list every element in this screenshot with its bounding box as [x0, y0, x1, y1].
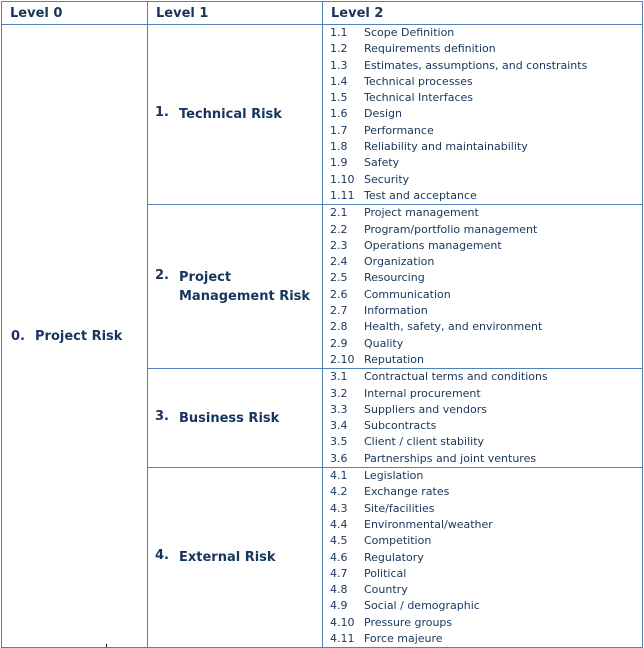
- list-item-label: Contractual terms and conditions: [364, 370, 548, 384]
- level-1-heading: [148, 548, 322, 567]
- list-item-number: 2.9: [330, 336, 348, 350]
- list-item: [330, 451, 642, 467]
- list-item-number: 4.8: [330, 583, 348, 597]
- header-row: [2, 2, 643, 25]
- list-item: [330, 139, 642, 155]
- list-item-label: Security: [364, 172, 410, 186]
- risk-breakdown-table: [1, 1, 643, 648]
- list-item-label: Site/facilities: [364, 501, 435, 515]
- list-item: [330, 303, 642, 319]
- list-item: [330, 501, 642, 517]
- list-item-number: 2.6: [330, 287, 348, 301]
- list-item-label: Legislation: [364, 469, 424, 483]
- list-item-label: Resourcing: [364, 271, 425, 285]
- list-item-number: 4.3: [330, 501, 348, 515]
- list-item: [330, 468, 642, 484]
- list-item-label: Internal procurement: [364, 386, 481, 400]
- list-item-number: 4.1: [330, 469, 348, 483]
- list-item: [330, 238, 642, 254]
- list-item-number: 1.6: [330, 107, 348, 121]
- list-item: [330, 434, 642, 450]
- level-0-number: 0.: [11, 328, 25, 344]
- list-item-number: 4.7: [330, 566, 348, 580]
- list-item: [330, 598, 642, 614]
- list-item-label: Force majeure: [364, 631, 443, 645]
- list-item-number: 3.6: [330, 451, 348, 465]
- list-item: [330, 123, 642, 139]
- list-item-number: 1.3: [330, 58, 348, 72]
- list-item: [330, 254, 642, 270]
- list-item-number: 2.4: [330, 255, 348, 269]
- level-1-number: 3.: [155, 408, 169, 424]
- list-item: [330, 550, 642, 566]
- list-item-label: Health, safety, and environment: [364, 320, 543, 334]
- list-item-number: 4.2: [330, 485, 348, 499]
- list-item-label: Quality: [364, 336, 404, 350]
- list-item: [330, 222, 642, 238]
- list-item: [330, 172, 642, 188]
- list-item-number: 4.5: [330, 534, 348, 548]
- list-item: [330, 205, 642, 221]
- level-1-label: Project Management Risk: [179, 269, 311, 304]
- list-item-number: 1.11: [330, 188, 355, 202]
- level-1-label: Business Risk: [179, 410, 280, 426]
- list-item: [330, 517, 642, 533]
- list-item-label: Pressure groups: [364, 615, 453, 629]
- list-item-number: 3.2: [330, 386, 348, 400]
- level-0-cell: [2, 25, 148, 648]
- list-item-number: 3.4: [330, 419, 348, 433]
- list-item: [330, 319, 642, 335]
- list-item-label: Reputation: [364, 352, 424, 366]
- list-item-label: Program/portfolio management: [364, 222, 538, 236]
- list-item: [330, 418, 642, 434]
- list-item-number: 4.10: [330, 615, 355, 629]
- list-item-number: 4.4: [330, 517, 348, 531]
- list-item-number: 3.1: [330, 370, 348, 384]
- list-item-label: Technical processes: [364, 74, 473, 88]
- list-item-label: Design: [364, 107, 402, 121]
- level-1-cell: [148, 25, 323, 205]
- list-item-label: Reliability and maintainability: [364, 140, 528, 154]
- list-item: [330, 74, 642, 90]
- list-item-number: 2.5: [330, 271, 348, 285]
- list-item-label: Safety: [364, 156, 400, 170]
- list-item: [330, 582, 642, 598]
- header-level-2: Level 2: [323, 2, 643, 25]
- list-item-number: 1.8: [330, 140, 348, 154]
- list-item: [330, 484, 642, 500]
- list-item-label: Operations management: [364, 238, 502, 252]
- list-item-label: Organization: [364, 255, 435, 269]
- list-item-number: 1.9: [330, 156, 348, 170]
- list-item-number: 2.7: [330, 304, 348, 318]
- level-1-heading: [148, 409, 322, 428]
- list-item-number: 1.2: [330, 42, 348, 56]
- list-item: [330, 369, 642, 385]
- list-item-number: 4.9: [330, 599, 348, 613]
- level-1-heading: [148, 105, 322, 124]
- list-item: [330, 188, 642, 204]
- list-item-number: 4.11: [330, 631, 355, 645]
- list-item: [330, 287, 642, 303]
- list-item-number: 1.10: [330, 172, 355, 186]
- list-item: [330, 615, 642, 631]
- list-item-number: 2.3: [330, 238, 348, 252]
- list-item-label: Exchange rates: [364, 485, 450, 499]
- level-1-label: External Risk: [179, 550, 276, 566]
- level-2-list: [323, 369, 643, 468]
- list-item: [330, 155, 642, 171]
- list-item-label: Client / client stability: [364, 435, 485, 449]
- level-1-heading: [148, 268, 322, 306]
- list-item-label: Communication: [364, 287, 451, 301]
- list-item-label: Environmental/weather: [364, 517, 493, 531]
- table-body: [2, 25, 643, 648]
- list-item-label: Social / demographic: [364, 599, 480, 613]
- list-item-number: 1.7: [330, 123, 348, 137]
- list-item-label: Subcontracts: [364, 419, 437, 433]
- list-item-label: Country: [364, 583, 408, 597]
- list-item: [330, 270, 642, 286]
- list-item-label: Estimates, assumptions, and constraints: [364, 58, 588, 72]
- list-item-label: Information: [364, 304, 428, 318]
- list-item: [330, 402, 642, 418]
- list-item-number: 2.1: [330, 206, 348, 220]
- list-item-label: Requirements definition: [364, 42, 496, 56]
- list-item: [330, 58, 642, 74]
- list-item-number: 2.8: [330, 320, 348, 334]
- list-item-number: 1.4: [330, 74, 348, 88]
- list-item: [330, 352, 642, 368]
- list-item: [330, 631, 642, 647]
- list-item-label: Performance: [364, 123, 434, 137]
- list-item-number: 2.10: [330, 352, 355, 366]
- list-item-label: Technical Interfaces: [364, 91, 473, 105]
- header-level-0: Level 0: [2, 2, 148, 25]
- level-1-label: Technical Risk: [179, 107, 282, 123]
- list-item-label: Political: [364, 566, 407, 580]
- level-1-cell: [148, 205, 323, 369]
- list-item-label: Project management: [364, 206, 479, 220]
- list-item: [330, 336, 642, 352]
- list-item-label: Competition: [364, 534, 432, 548]
- level-1-number: 2.: [155, 267, 169, 283]
- header-level-1: Level 1: [148, 2, 323, 25]
- list-item-label: Test and acceptance: [364, 188, 477, 202]
- list-item: [330, 533, 642, 549]
- list-item-number: 2.2: [330, 222, 348, 236]
- list-item-number: 1.5: [330, 91, 348, 105]
- category-row: [2, 25, 643, 205]
- level-2-list: [323, 25, 643, 205]
- level-0-label: Project Risk: [35, 328, 123, 344]
- level-1-number: 4.: [155, 548, 169, 564]
- list-item-label: Suppliers and vendors: [364, 402, 487, 416]
- list-item-label: Scope Definition: [364, 26, 455, 39]
- list-item-number: 3.3: [330, 402, 348, 416]
- list-item-number: 4.6: [330, 550, 348, 564]
- list-item: [330, 106, 642, 122]
- list-item-label: Partnerships and joint ventures: [364, 451, 537, 465]
- level-1-cell: [148, 468, 323, 648]
- list-item-number: 3.5: [330, 435, 348, 449]
- list-item-label: Regulatory: [364, 550, 424, 564]
- list-item-number: 1.1: [330, 26, 348, 39]
- level-2-list: [323, 205, 643, 369]
- list-item: [330, 41, 642, 57]
- list-item: [330, 566, 642, 582]
- list-item: [330, 386, 642, 402]
- level-1-number: 1.: [155, 105, 169, 121]
- list-item: [330, 90, 642, 106]
- list-item: [330, 25, 642, 41]
- level-2-list: [323, 468, 643, 648]
- level-1-cell: [148, 369, 323, 468]
